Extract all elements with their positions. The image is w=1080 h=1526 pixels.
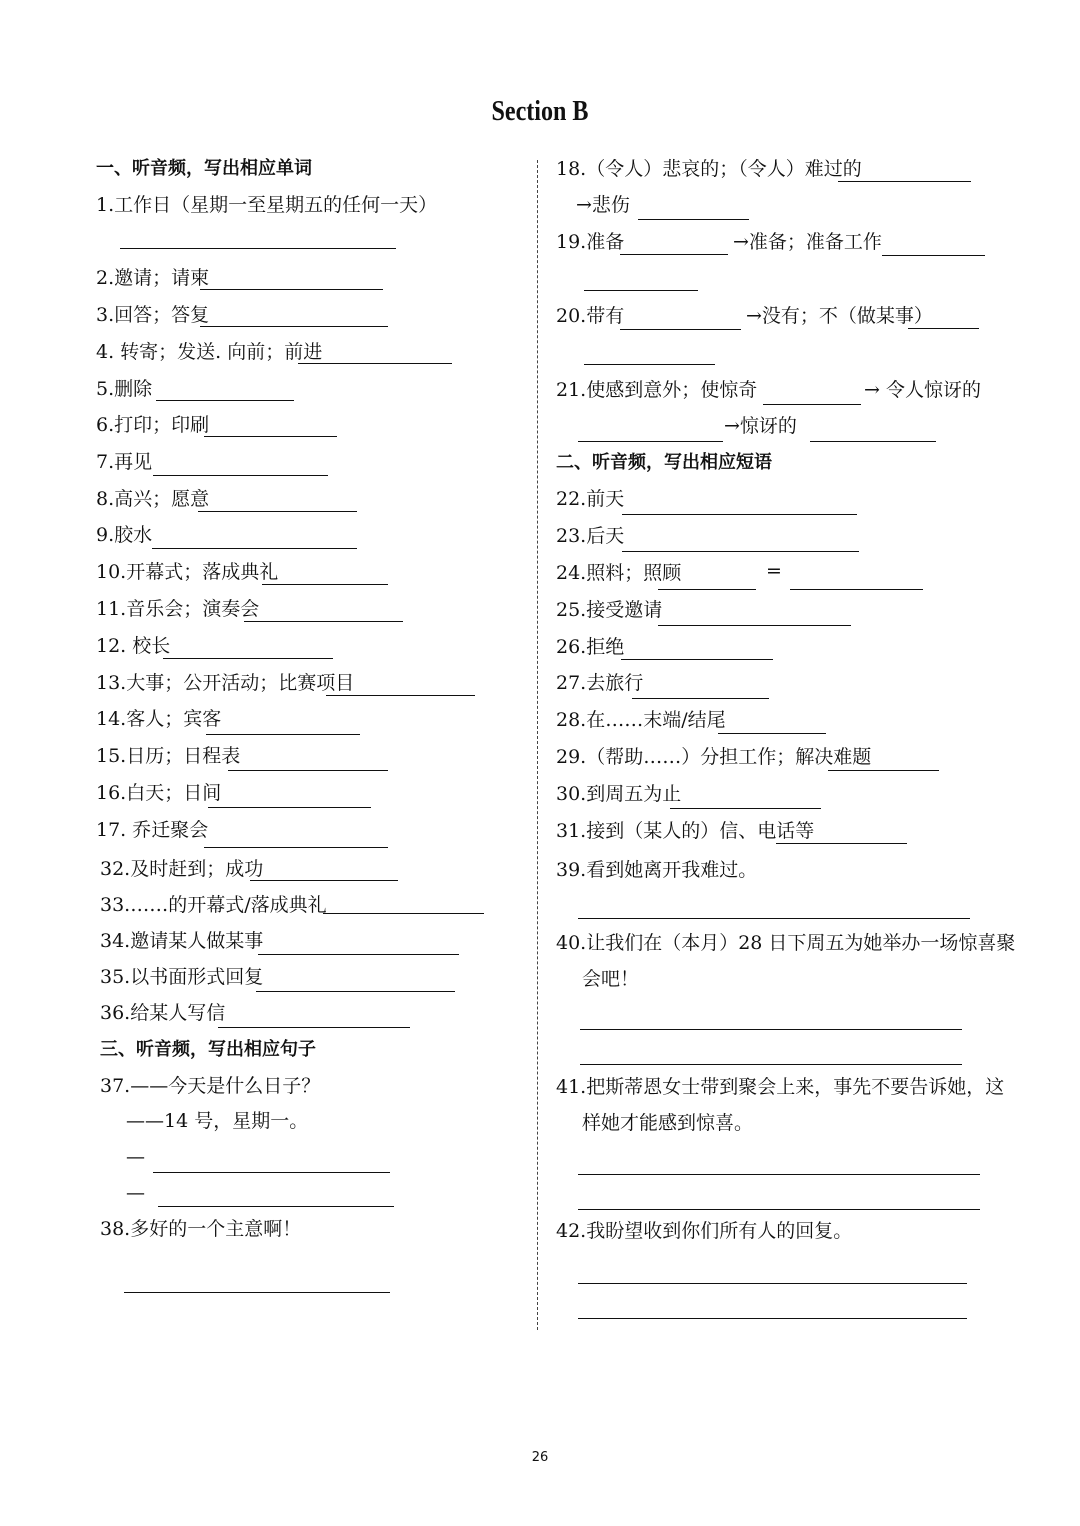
question-20-derivative: →没有；不（做某事） xyxy=(746,305,933,327)
answer-blank-32[interactable] xyxy=(250,880,398,881)
dialogue-dash-1: — xyxy=(126,1146,145,1168)
answer-blank-21c[interactable] xyxy=(810,441,936,442)
answer-blank-11[interactable] xyxy=(244,621,403,622)
section-heading-phrases: 二、听音频，写出相应短语 xyxy=(556,452,772,473)
answer-blank-31[interactable] xyxy=(776,843,907,844)
answer-blank-42a[interactable] xyxy=(578,1283,967,1284)
answer-blank-19b[interactable] xyxy=(882,255,985,256)
answer-blank-14[interactable] xyxy=(206,734,360,735)
answer-blank-9[interactable] xyxy=(152,548,357,549)
answer-blank-23[interactable] xyxy=(622,551,859,552)
column-divider xyxy=(537,160,538,1330)
question-21: 21.使感到意外；使惊奇 xyxy=(556,379,758,401)
answer-blank-22[interactable] xyxy=(622,514,857,515)
answer-blank-33[interactable] xyxy=(323,913,484,914)
question-17: 17. 乔迁聚会 xyxy=(96,819,209,841)
answer-blank-41b[interactable] xyxy=(578,1209,980,1210)
answer-blank-6[interactable] xyxy=(204,436,337,437)
answer-blank-4[interactable] xyxy=(298,363,452,364)
question-25: 25.接受邀请 xyxy=(556,599,663,621)
answer-blank-42b[interactable] xyxy=(578,1318,967,1319)
answer-blank-20b[interactable] xyxy=(908,328,979,329)
answer-blank-40b[interactable] xyxy=(580,1064,962,1065)
question-27: 27.去旅行 xyxy=(556,672,644,694)
section-heading-sentences: 三、听音频，写出相应句子 xyxy=(100,1039,316,1060)
answer-blank-40a[interactable] xyxy=(580,1029,962,1030)
answer-blank-28[interactable] xyxy=(718,733,826,734)
answer-blank-21a[interactable] xyxy=(763,404,861,405)
answer-blank-12[interactable] xyxy=(163,658,333,659)
question-38: 38.多好的一个主意啊！ xyxy=(100,1218,302,1240)
answer-blank-20a[interactable] xyxy=(620,329,741,330)
question-41-line1: 41.把斯蒂恩女士带到聚会上来，事先不要告诉她，这 xyxy=(556,1076,1005,1098)
question-42: 42.我盼望收到你们所有人的回复。 xyxy=(556,1220,853,1242)
question-31: 31.接到（某人的）信、电话等 xyxy=(556,820,815,842)
answer-blank-38[interactable] xyxy=(124,1292,390,1293)
question-19: 19.准备 xyxy=(556,231,625,253)
question-22: 22.前天 xyxy=(556,488,625,510)
answer-blank-19c[interactable] xyxy=(584,290,698,291)
answer-blank-21b[interactable] xyxy=(578,441,723,442)
question-29: 29.（帮助……）分担工作；解决难题 xyxy=(556,746,872,768)
answer-blank-39[interactable] xyxy=(578,918,970,919)
answer-blank-29[interactable] xyxy=(828,770,939,771)
question-40-line2: 会吧！ xyxy=(582,968,640,990)
question-33: 33.……的开幕式/落成典礼 xyxy=(100,894,327,916)
answer-blank-27[interactable] xyxy=(632,698,769,699)
question-16: 16.白天；日间 xyxy=(96,782,222,804)
answer-blank-24a[interactable] xyxy=(658,589,756,590)
answer-blank-17[interactable] xyxy=(204,847,388,848)
answer-blank-3[interactable] xyxy=(200,326,388,327)
question-4: 4. 转寄；发送. 向前；前进 xyxy=(96,341,323,363)
question-15: 15.日历；日程表 xyxy=(96,745,241,767)
answer-blank-19a[interactable] xyxy=(620,254,728,255)
question-18-derivative: →悲伤 xyxy=(576,194,630,216)
answer-blank-41a[interactable] xyxy=(578,1174,980,1175)
question-23: 23.后天 xyxy=(556,525,625,547)
answer-blank-18b[interactable] xyxy=(638,219,749,220)
answer-blank-37a[interactable] xyxy=(153,1172,390,1173)
answer-blank-24b[interactable] xyxy=(790,589,923,590)
answer-blank-37b[interactable] xyxy=(158,1206,394,1207)
section-heading-words: 一、听音频，写出相应单词 xyxy=(96,158,312,179)
question-12: 12. 校长 xyxy=(96,635,171,657)
answer-blank-36[interactable] xyxy=(218,1027,410,1028)
question-21-derivative-b: →惊讶的 xyxy=(724,415,797,437)
answer-blank-18a[interactable] xyxy=(838,181,971,182)
question-21-derivative-a: → 令人惊讶的 xyxy=(864,379,981,401)
answer-blank-10[interactable] xyxy=(262,584,388,585)
answer-blank-7[interactable] xyxy=(153,475,328,476)
question-5: 5.删除 xyxy=(96,378,153,400)
question-37-prompt: 37.——今天是什么日子？ xyxy=(100,1075,321,1097)
question-9: 9.胶水 xyxy=(96,524,153,546)
question-32: 32.及时赶到；成功 xyxy=(100,858,264,880)
question-41-line2: 样她才能感到惊喜。 xyxy=(582,1112,754,1134)
answer-blank-2[interactable] xyxy=(200,289,383,290)
page-number: 26 xyxy=(531,1450,549,1465)
answer-blank-1[interactable] xyxy=(120,248,396,249)
answer-blank-16[interactable] xyxy=(208,807,371,808)
question-24: 24.照料；照顾 xyxy=(556,562,682,584)
question-26: 26.拒绝 xyxy=(556,636,625,658)
answer-blank-15[interactable] xyxy=(228,770,388,771)
question-39: 39.看到她离开我难过。 xyxy=(556,859,758,881)
equals-sign: = xyxy=(766,560,782,582)
answer-blank-35[interactable] xyxy=(256,991,455,992)
question-14: 14.客人；宾客 xyxy=(96,708,222,730)
answer-blank-25[interactable] xyxy=(658,625,851,626)
question-37-reply: ——14 号，星期一。 xyxy=(126,1110,309,1132)
answer-blank-30[interactable] xyxy=(670,808,821,809)
question-7: 7.再见 xyxy=(96,451,153,473)
question-3: 3.回答；答复 xyxy=(96,304,210,326)
dialogue-dash-2: — xyxy=(126,1182,145,1204)
question-35: 35.以书面形式回复 xyxy=(100,966,264,988)
answer-blank-13[interactable] xyxy=(326,695,475,696)
answer-blank-5[interactable] xyxy=(156,400,294,401)
question-36: 36.给某人写信 xyxy=(100,1002,226,1024)
question-13: 13.大事；公开活动；比赛项目 xyxy=(96,672,355,694)
answer-blank-26[interactable] xyxy=(621,659,773,660)
question-19-derivative: →准备；准备工作 xyxy=(733,231,882,253)
answer-blank-20c[interactable] xyxy=(584,364,715,365)
question-20: 20.带有 xyxy=(556,305,625,327)
question-30: 30.到周五为止 xyxy=(556,783,682,805)
question-6: 6.打印；印刷 xyxy=(96,414,210,436)
question-8: 8.高兴；愿意 xyxy=(96,488,210,510)
answer-blank-8[interactable] xyxy=(198,511,357,512)
question-34: 34.邀请某人做某事 xyxy=(100,930,264,952)
question-1: 1.工作日（星期一至星期五的任何一天） xyxy=(96,194,438,216)
question-40-line1: 40.让我们在（本月）28 日下周五为她举办一场惊喜聚 xyxy=(556,932,1016,954)
question-28: 28.在……末端/结尾 xyxy=(556,709,726,731)
question-18: 18.（令人）悲哀的；（令人）难过的 xyxy=(556,158,862,180)
question-10: 10.开幕式；落成典礼 xyxy=(96,561,279,583)
page-title: Section B xyxy=(491,96,589,127)
question-2: 2.邀请；请柬 xyxy=(96,267,210,289)
question-11: 11.音乐会；演奏会 xyxy=(96,598,260,620)
answer-blank-34[interactable] xyxy=(258,954,459,955)
